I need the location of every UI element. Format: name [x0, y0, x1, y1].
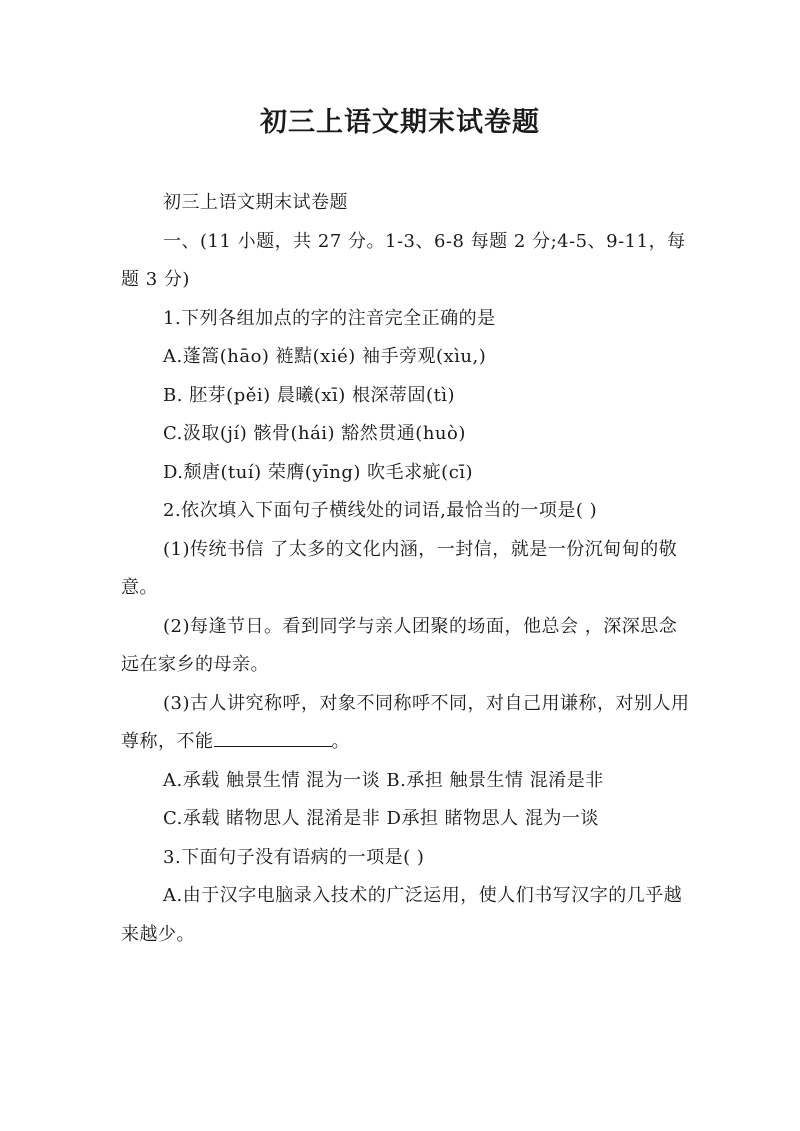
fill-in-blank [214, 728, 332, 747]
question-1-option-c: C.汲取(jí) 骸骨(hái) 豁然贯通(huò) [163, 423, 466, 444]
subtitle: 初三上语文期末试卷题 [163, 192, 348, 213]
question-1-option-d: D.颓唐(tuí) 荣膺(yīng) 吹毛求疵(cī) [163, 461, 474, 483]
question-2-options-ab: A.承载 触景生情 混为一谈 B.承担 触景生情 混淆是非 [163, 769, 604, 791]
question-2-sentence-1: (1)传统书信 了太多的文化内涵，一封信，就是一份沉甸甸的敬意。 [121, 538, 678, 598]
question-2-sentence-2: (2)每逢节日。看到同学与亲人团聚的场面，他总会 ，深深思念远在家乡的母亲。 [121, 615, 678, 675]
question-1-option-a: A.蓬篙(hāo) 裢黠(xié) 袖手旁观(xìu,) [163, 346, 487, 367]
page-title: 初三上语文期末试卷题 [260, 107, 540, 138]
question-1-option-b: B. 胚芽(pěi) 晨曦(xī) 根深蒂固(tì) [163, 384, 456, 406]
question-3-stem: 3.下面句子没有语病的一项是( ) [163, 846, 425, 868]
question-2-sentence-3 [121, 685, 691, 762]
question-3-option-a: A.由于汉字电脑录入技术的广泛运用，使人们书写汉字的几乎越来越少。 [121, 885, 683, 945]
document-body [121, 184, 691, 954]
question-1-stem: 1.下列各组加点的字的注音完全正确的是 [163, 307, 496, 329]
sentence-3-end: 。 [331, 731, 350, 752]
question-2-options-cd: C.承载 睹物思人 混淆是非 D承担 睹物思人 混为一谈 [163, 808, 599, 829]
question-2-stem: 2.依次填入下面句子横线处的词语,最恰当的一项是( ) [163, 500, 598, 521]
sentence-3-text: (3)古人讲究称呼，对象不同称呼不同，对自己用谦称，对别人用尊称，不能 [121, 692, 690, 752]
section-heading: 一、(11 小题，共 27 分。1-3、6-8 每题 2 分;4-5、9-11，每题 3 分) [121, 230, 686, 290]
